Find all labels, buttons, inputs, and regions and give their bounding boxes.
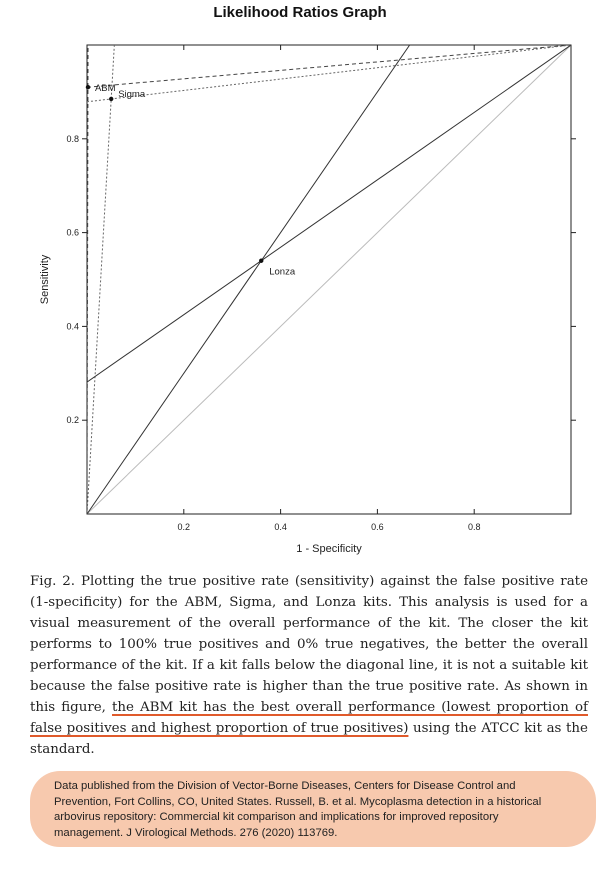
plot-lines [87, 45, 571, 514]
sigma-point [109, 97, 113, 101]
figure-caption [30, 571, 588, 760]
lonza-point [259, 259, 263, 263]
y-axis-label: Sensitivity [39, 254, 51, 305]
sigma-point-label: Sigma [118, 88, 146, 100]
caption-text: Plotting the true positive rate (sensitivity) against the false positive rate (1-specificity) for the ABM, Sigma, and Lonza kits. This analysis is used for a visual measurement of the overall performance of the kit. The closer the kit performs to 100% true positives and 0% true negatives, the better the overall performance of the kit. If a kit falls below the diagonal line, it is not a suitable kit because the false positive rate is higher than the true positive rate. As shown in this figure, [30, 574, 588, 715]
abm-point-label: ABM [94, 83, 116, 95]
chart-title: Likelihood Ratios Graph [213, 4, 387, 21]
caption-text-end: using the ATCC kit as the standard. [30, 721, 588, 757]
lonza-negative-lr-line [87, 45, 571, 382]
source-citation-text: Data published from the Division of Vector-Borne Diseases, Centers for Disease Control and Prevention, Fort Collins, CO, United States. Russell, B. et al. Mycoplasma detection in a historical arbovirus repository: Commercial kit comparison and implications for improved repository management. J Virological Methods. 276 (2020) 113769. [54, 780, 542, 839]
abm-negative-lr-line [87, 45, 571, 87]
y-tick-label: 0.8 [66, 133, 79, 144]
x-axis-label: 1 - Specificity [296, 543, 362, 555]
y-tick-label: 0.2 [66, 415, 79, 426]
x-tick-label: 0.2 [177, 522, 191, 532]
source-citation-box [30, 771, 596, 847]
sigma-positive-lr-line [87, 45, 114, 514]
y-tick-label: 0.6 [66, 227, 79, 238]
caption-highlight: the ABM kit has the best overall performance (lowest proportion of false positives and highest proportion of true positives) [30, 700, 588, 736]
x-tick-label: 0.4 [274, 522, 287, 532]
diagonal-line [87, 45, 571, 514]
x-tick-label: 0.6 [371, 522, 384, 532]
lonza-point-label: Lonza [269, 266, 296, 278]
caption-label: Fig. 2. [30, 574, 76, 589]
abm-point [86, 85, 90, 89]
x-tick-label: 0.8 [467, 522, 481, 532]
lonza-positive-lr-line [87, 45, 410, 514]
y-tick-label: 0.4 [66, 321, 79, 332]
sigma-negative-lr-line [87, 45, 571, 102]
